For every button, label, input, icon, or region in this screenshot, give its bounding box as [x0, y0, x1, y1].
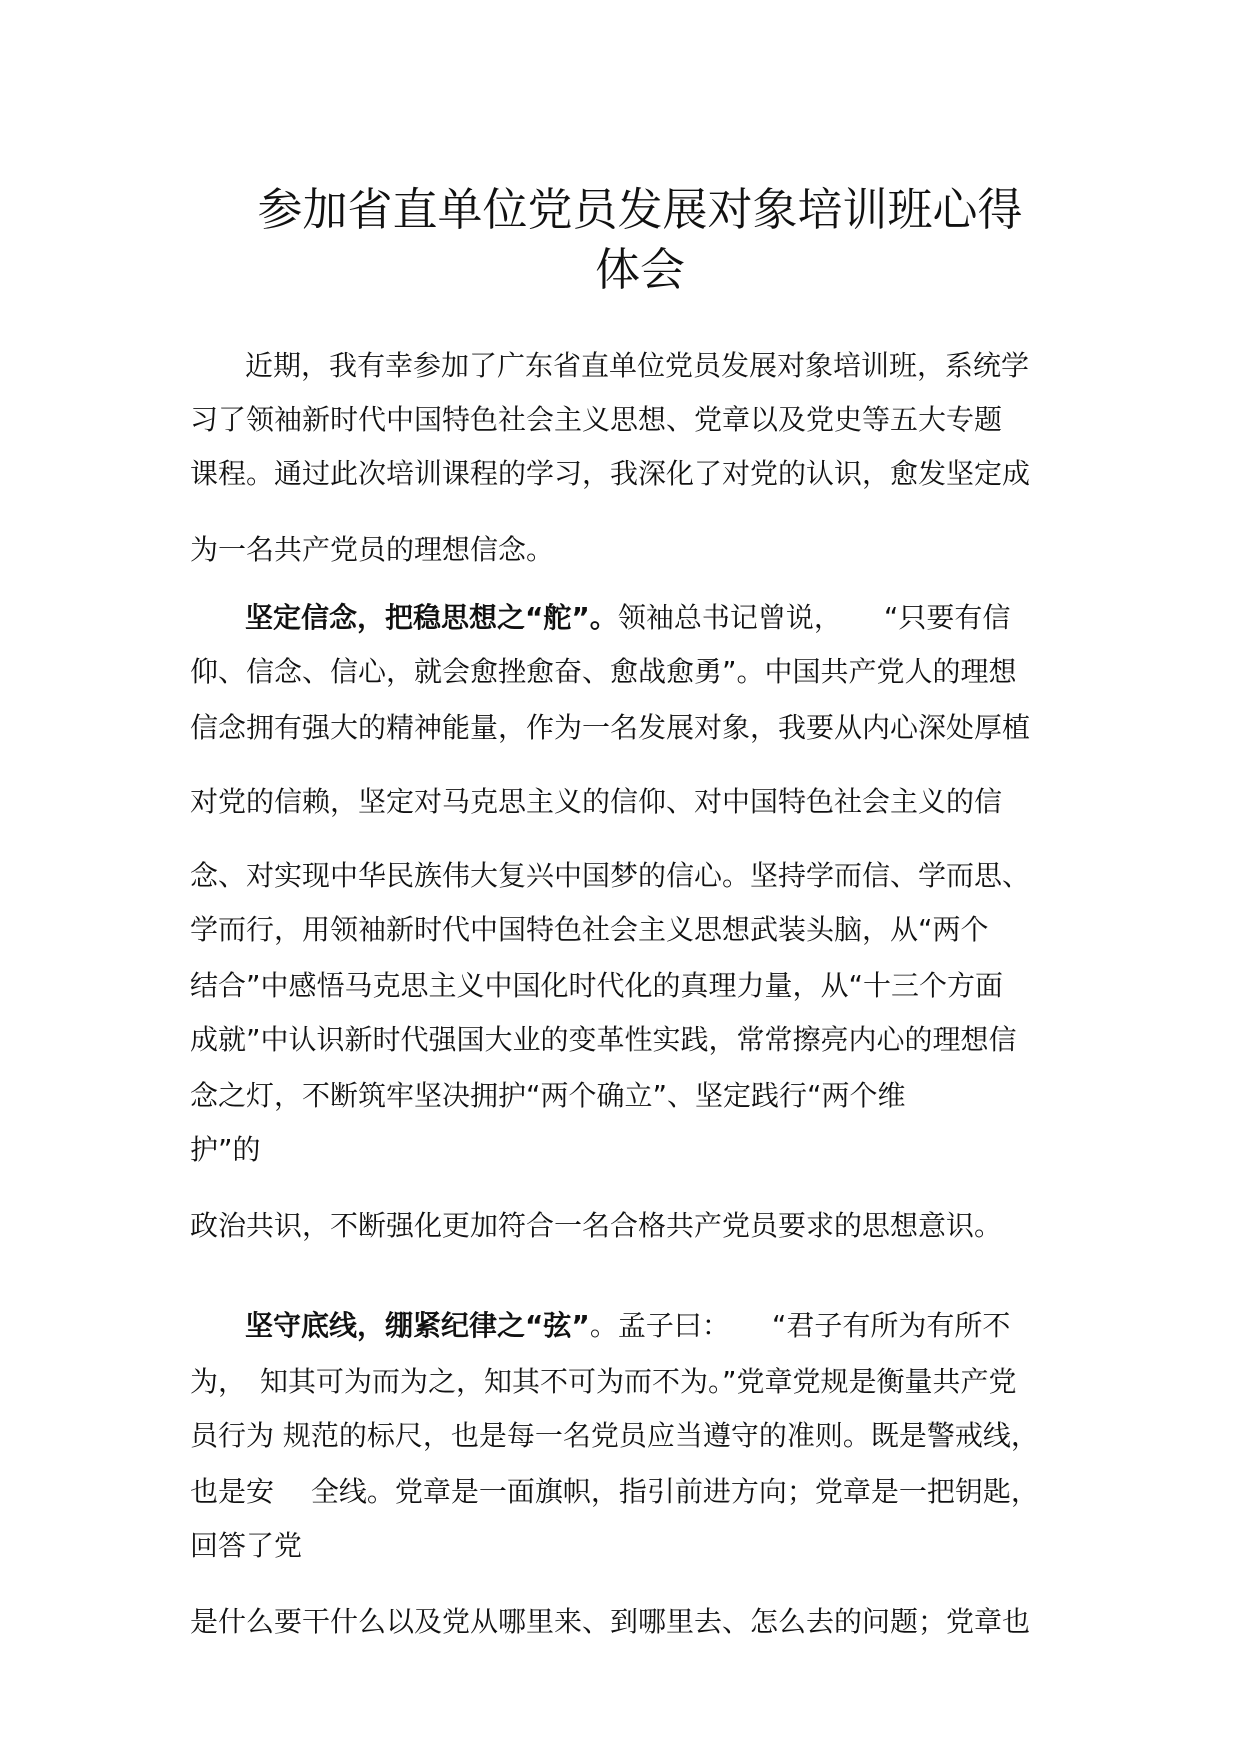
- paragraph-line: 回答了党: [190, 1529, 303, 1562]
- document-title-line-1: 参加省直单位党员发展对象培训班心得: [257, 183, 1023, 236]
- paragraph-line: [245, 598, 1010, 638]
- paragraph-line: 员行为 规范的标尺，也是每一名党员应当遵守的准则。既是警戒线，: [190, 1419, 1039, 1452]
- paragraph-line: [245, 1306, 1010, 1346]
- section-heading: 坚定信念，把稳思想之“舵”。: [245, 601, 618, 634]
- paragraph-line: 对党的信赖，坚定对马克思主义的信仰、对中国特色社会主义的信: [190, 785, 1003, 818]
- paragraph-line: 近期，我有幸参加了广东省直单位党员发展对象培训班，系统学: [245, 349, 1030, 382]
- paragraph-line: 为， 知其可为而为之，知其不可为而不为。”党章党规是衡量共产党: [190, 1365, 1017, 1398]
- paragraph-line: 政治共识，不断强化更加符合一名合格共产党员要求的思想意识。: [190, 1209, 1003, 1242]
- paragraph-line: 成就”中认识新时代强国大业的变革性实践，常常擦亮内心的理想信: [190, 1023, 1017, 1056]
- paragraph-line: 念、对实现中华民族伟大复兴中国梦的信心。坚持学而信、学而思、: [190, 859, 1031, 892]
- paragraph-line: 念之灯，不断筑牢坚决拥护“两个确立”、坚定践行“两个维: [190, 1079, 906, 1112]
- paragraph-line: 结合”中感悟马克思主义中国化时代化的真理力量，从“十三个方面: [190, 969, 1004, 1002]
- paragraph-line: 是什么要干什么以及党从哪里来、到哪里去、怎么去的问题；党章也: [190, 1605, 1031, 1638]
- paragraph-line: 课程。通过此次培训课程的学习，我深化了对党的认识，愈发坚定成: [190, 457, 1031, 490]
- paragraph-text: 领袖总书记曾说， “只要有信: [617, 601, 1011, 634]
- paragraph-line: 护”的: [190, 1133, 261, 1166]
- paragraph-line: 也是安 全线。党章是一面旗帜，指引前进方向；党章是一把钥匙，: [190, 1475, 1039, 1508]
- paragraph-line: 为一名共产党员的理想信念。: [190, 533, 555, 566]
- paragraph-line: 信念拥有强大的精神能量，作为一名发展对象，我要从内心深处厚植: [190, 711, 1031, 744]
- paragraph-line: 学而行，用领袖新时代中国特色社会主义思想武装头脑，从“两个: [190, 913, 989, 946]
- paragraph-text: 。孟子曰： “君子有所为有所不: [589, 1309, 1011, 1342]
- section-heading: 坚守底线，绷紧纪律之“弦”: [245, 1309, 590, 1342]
- paragraph-line: 仰、信念、信心，就会愈挫愈奋、愈战愈勇”。中国共产党人的理想: [190, 655, 1017, 688]
- paragraph-line: 习了领袖新时代中国特色社会主义思想、党章以及党史等五大专题: [190, 403, 1003, 436]
- document-title-line-2: 体会: [594, 243, 685, 296]
